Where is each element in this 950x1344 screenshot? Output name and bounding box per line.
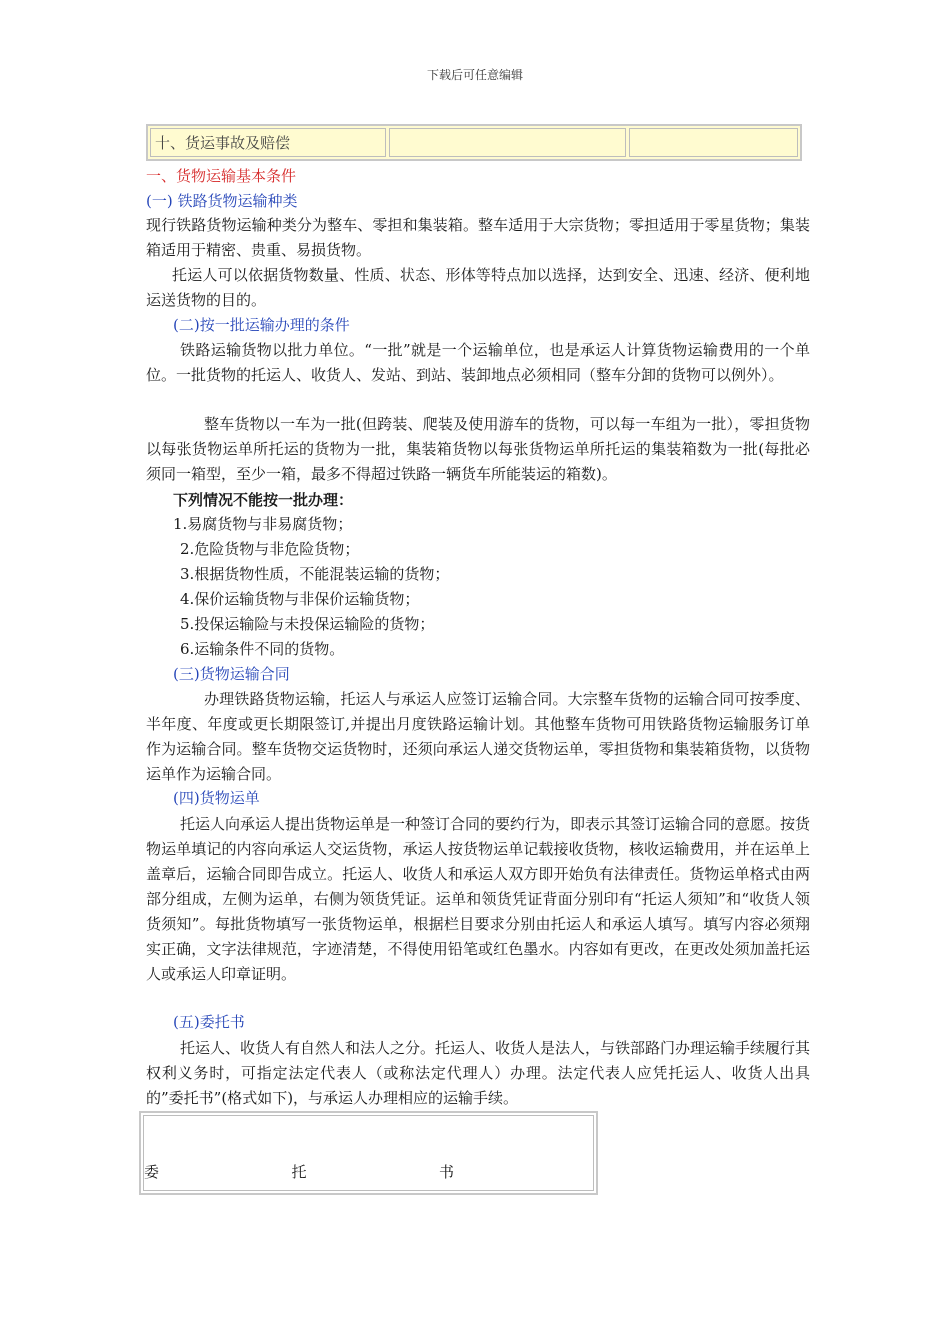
subsection-title-3: (三)货物运输合同 xyxy=(173,665,290,683)
list-item: 3.根据货物性质，不能混装运输的货物； xyxy=(180,565,450,583)
list-item: 1.易腐货物与非易腐货物； xyxy=(173,515,353,533)
subsection-title-2: (二)按一批运输办理的条件 xyxy=(173,316,350,334)
list-item: 6.运输条件不同的货物。 xyxy=(180,640,345,658)
power-of-attorney-table xyxy=(139,1111,598,1195)
bold-heading: 下列情况不能按一批办理： xyxy=(173,491,354,509)
subsection-title-4: (四)货物运单 xyxy=(173,789,260,807)
title-char: 托 xyxy=(291,1163,307,1181)
power-of-attorney-title xyxy=(144,1161,454,1182)
top-table-cell-1: 十、货运事故及赔偿 xyxy=(150,128,386,157)
paragraph-1: 现行铁路货物运输种类分为整车、零担和集装箱。整车适用于大宗货物；零担适用于零星货物；集装箱适用于精密、贵重、易损货物。 xyxy=(146,216,810,259)
top-table xyxy=(146,124,802,161)
section-title: 一、货物运输基本条件 xyxy=(146,167,297,185)
list-item: 2.危险货物与非危险货物； xyxy=(180,540,360,558)
condition-list xyxy=(173,512,449,662)
subsection-title-5: (五)委托书 xyxy=(173,1013,245,1031)
list-item: 4.保价运输货物与非保价运输货物； xyxy=(180,590,420,608)
paragraph-6: 托运人向承运人提出货物运单是一种签订合同的要约行为，即表示其签订运输合同的意愿。按货物运单填记的内容向承运人交运货物，承运人按货物运单记载接收货物，核收运输费用，并在运单上盖章后，运输合同即告成立。托运人、收货人和承运人双方即开始负有法律责任。货物运单格式由两部分组成，左侧为运单，右侧为领货凭证。运单和领货凭证背面分别印有“托运人须知”和“收货人领货须知”。每批货物填写一张货物运单，根据栏目要求分别由托运人和承运人填写。填写内容必须翔实正确，文字法律规范，字迹清楚，不得使用铅笔或红色墨水。内容如有更改，在更改处须加盖托运人或承运人印章证明。 xyxy=(146,815,811,983)
top-table-cell-2 xyxy=(389,128,626,157)
paragraph-4: 整车货物以一车为一批(但跨装、爬装及使用游车的货物，可以每一车组为一批），零担货物以每张货物运单所托运的货物为一批，集装箱货物以每张货物运单所托运的集装箱数为一批(每批必须同一箱型，至少一箱，最多不得超过铁路一辆货车所能装运的箱数)。 xyxy=(146,415,810,483)
subsection-title-1: (一) 铁路货物运输种类 xyxy=(146,192,298,210)
top-table-cell-3 xyxy=(629,128,798,157)
page-header: 下载后可任意编辑 xyxy=(426,68,523,82)
paragraph-5: 办理铁路货物运输，托运人与承运人应签订运输合同。大宗整车货物的运输合同可按季度、半年度、年度或更长期限签订,并提出月度铁路运输计划。其他整车货物可用铁路货物运输服务订单作为运输合同。整车货物交运货物时，还须向承运人递交货物运单，零担货物和集装箱货物，以货物运单作为运输合同。 xyxy=(146,690,810,783)
power-of-attorney-cell xyxy=(143,1115,594,1191)
paragraph-3: 铁路运输货物以批力单位。“一批”就是一个运输单位，也是承运人计算货物运输费用的一个单位。一批货物的托运人、收货人、发站、到站、装卸地点必须相同（整车分卸的货物可以例外）。 xyxy=(146,341,810,384)
list-item: 5.投保运输险与未投保运输险的货物； xyxy=(180,615,435,633)
title-char: 书 xyxy=(438,1163,454,1181)
paragraph-2: 托运人可以依据货物数量、性质、状态、形体等特点加以选择，达到安全、迅速、经济、便利地运送货物的目的。 xyxy=(146,266,810,309)
paragraph-7: 托运人、收货人有自然人和法人之分。托运人、收货人是法人，与铁部路门办理运输手续履行其权利义务时，可指定法定代表人（或称法定代理人）办理。法定代表人应凭托运人、收货人出具的”委托书”(格式如下)，与承运人办理相应的运输手续。 xyxy=(146,1039,811,1107)
title-char: 委 xyxy=(144,1163,160,1181)
